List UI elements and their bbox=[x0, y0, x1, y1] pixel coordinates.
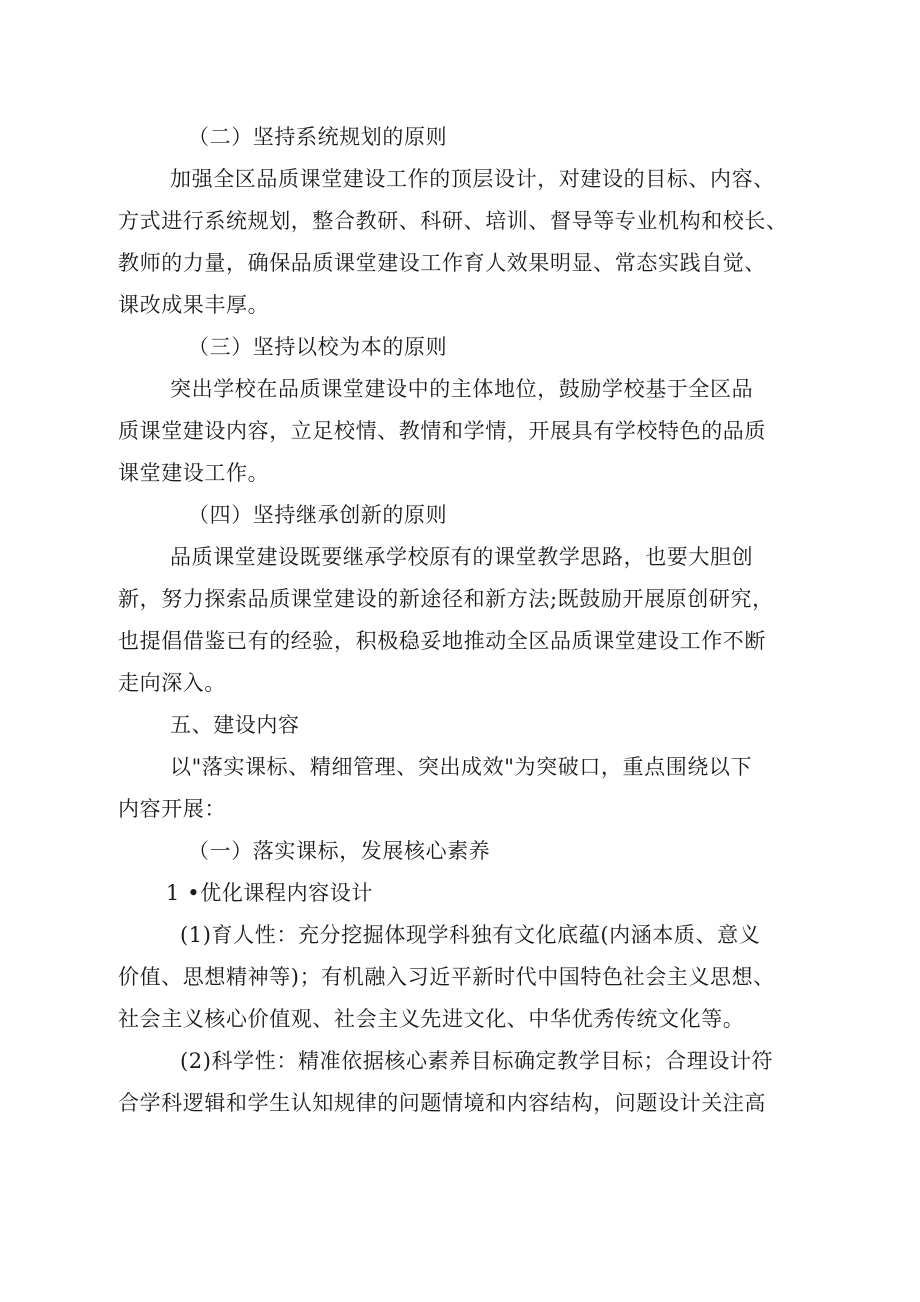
text-line: （一）落实课标，发展核心素养 bbox=[188, 839, 491, 863]
text-line: 以"落实课标、精细管理、突出成效"为突破口，重点围绕以下 bbox=[170, 755, 753, 779]
text-line: (2)科学性：精准依据核心素养目标确定教学目标；合理设计符 bbox=[180, 1049, 774, 1073]
text-line: 课改成果丰厚。 bbox=[118, 293, 270, 317]
text-line: 走向深入。 bbox=[118, 671, 226, 695]
text-line: （三）坚持以校为本的原则 bbox=[188, 335, 448, 359]
text-line: 社会主义核心价值观、社会主义先进文化、中华优秀传统文化等。 bbox=[118, 1007, 745, 1031]
text-line: （四）坚持继承创新的原则 bbox=[188, 503, 448, 527]
text-line: 品质课堂建设既要继承学校原有的课堂教学思路，也要大胆创 bbox=[170, 545, 754, 569]
text-line: 1 •优化课程内容设计 bbox=[166, 881, 374, 905]
text-line: 合学科逻辑和学生认知规律的问题情境和内容结构，问题设计关注高 bbox=[118, 1091, 766, 1115]
text-line: 突出学校在品质课堂建设中的主体地位，鼓励学校基于全区品 bbox=[170, 377, 754, 401]
text-line: （二）坚持系统规划的原则 bbox=[188, 125, 448, 149]
text-line: 价值、思想精神等)；有机融入习近平新时代中国特色社会主义思想、 bbox=[118, 965, 775, 989]
document-body bbox=[118, 116, 808, 1124]
text-line: 课堂建设工作。 bbox=[118, 461, 270, 485]
text-line: 方式进行系统规划，整合教研、科研、培训、督导等专业机构和校长、 bbox=[118, 209, 788, 233]
text-line: 五、建设内容 bbox=[170, 713, 300, 737]
text-line: 教师的力量，确保品质课堂建设工作育人效果明显、常态实践自觉、 bbox=[118, 251, 766, 275]
text-line: 加强全区品质课堂建设工作的顶层设计，对建设的目标、内容、 bbox=[170, 167, 775, 191]
text-line: 也提倡借鉴已有的经验，积极稳妥地推动全区品质课堂建设工作不断 bbox=[118, 629, 766, 653]
text-line: 内容开展： bbox=[118, 797, 226, 821]
text-line: 质课堂建设内容，立足校情、教情和学情，开展具有学校特色的品质 bbox=[118, 419, 766, 443]
text-line: 新，努力探索品质课堂建设的新途径和新方法;既鼓励开展原创研究， bbox=[118, 587, 774, 611]
text-line: (1)育人性：充分挖掘体现学科独有文化底蕴(内涵本质、意义 bbox=[180, 923, 761, 947]
